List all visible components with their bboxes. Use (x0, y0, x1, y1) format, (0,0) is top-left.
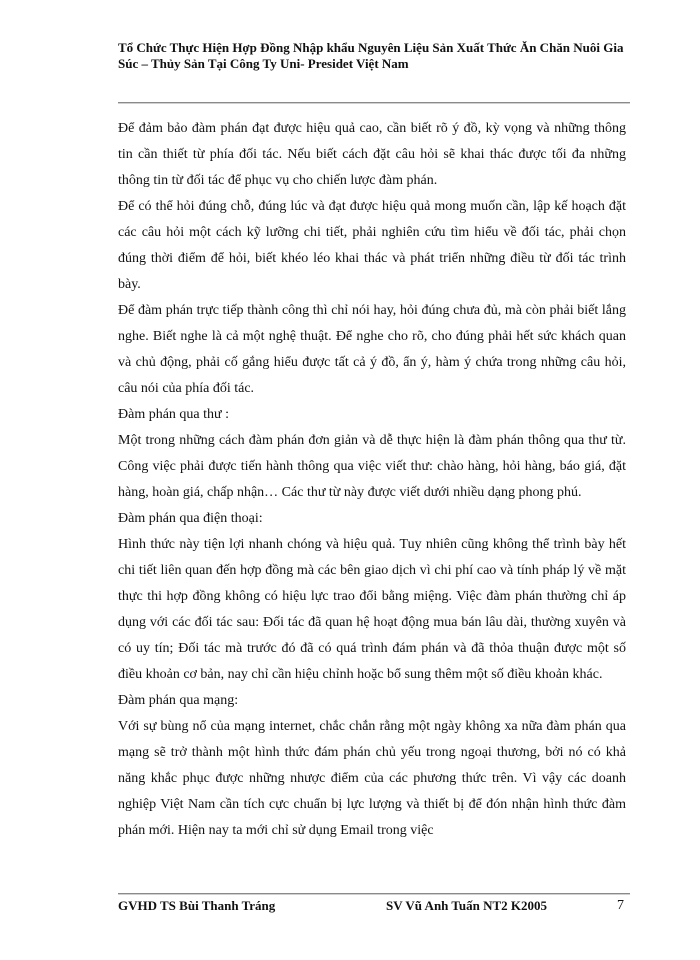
section-heading-internet: Đàm phán qua mạng: (118, 693, 239, 708)
page-footer (118, 897, 630, 915)
body-paragraph: Với sự bùng nổ của mạng internet, chắc chắn rằng một ngày không xa nữa đàm phán qua mạng sẽ trở thành một hình thức đám phán chủ yếu trong ngoại thương, bởi nó có khả năng khắc phục được những nhược điểm của các phương thức trên. Vì vậy các doanh nghiệp Việt Nam cần tích cực chuẩn bị lực lượng và thiết bị để đón nhận hình thức đàm phán mới. Hiện nay ta mới chỉ sử dụng Email trong việc (118, 719, 626, 838)
body-paragraph: Để đảm bảo đàm phán đạt được hiệu quả cao, cần biết rõ ý đồ, kỳ vọng và những thông tin cần thiết từ phía đối tác. Nếu biết cách đặt câu hỏi sẽ khai thác được tối đa những thông tin từ đối tác để phục vụ cho chiến lược đàm phán. (118, 121, 626, 188)
body-paragraph: Để đàm phán trực tiếp thành công thì chỉ nói hay, hỏi đúng chưa đủ, mà còn phải biết lắng nghe. Biết nghe là cả một nghệ thuật. Để nghe cho rõ, cho đúng phải hết sức khách quan và chủ động, phải cố gắng hiểu được tất cả ý đồ, ẩn ý, hàm ý chứa trong những câu hỏi, câu nói của phía đối tác. (118, 303, 626, 396)
footer-rule (118, 893, 630, 894)
document-body (118, 116, 626, 844)
body-paragraph: Một trong những cách đàm phán đơn giản và dễ thực hiện là đàm phán thông qua thư từ. Công việc phải được tiến hành thông qua việc viết thư: chào hàng, hỏi hàng, báo giá, đặt hàng, hoàn giá, chấp nhận… Các thư từ này được viết dưới nhiều dạng phong phú. (118, 433, 626, 500)
body-paragraph: Để có thể hỏi đúng chỗ, đúng lúc và đạt được hiệu quả mong muốn cần, lập kế hoạch đặt các câu hỏi một cách kỹ lưỡng chi tiết, phải nghiên cứu tìm hiểu về đối tác, phải chọn đúng thời điểm để hỏi, biết khéo léo khai thác và phát triển những điều từ đối tác trình bày. (118, 199, 626, 292)
body-paragraph: Hình thức này tiện lợi nhanh chóng và hiệu quả. Tuy nhiên cũng không thể trình bày hết chi tiết liên quan đến hợp đồng mà các bên giao dịch vì chi phí cao và tính pháp lý về mặt thực thi hợp đồng không có hiệu lực trao đổi bằng miệng. Việc đàm phán thường chỉ áp dụng với các đối tác sau: Đối tác đã quan hệ hoạt động mua bán lâu dài, thường xuyên và có uy tín; Đối tác mà trước đó đã có quá trình đám phán và đã thỏa thuận được một số điều khoản cơ bản, nay chỉ cần hiệu chỉnh hoặc bổ sung thêm một số điều khoản khác. (118, 537, 626, 682)
section-heading-letter: Đàm phán qua thư : (118, 407, 230, 422)
section-heading-phone: Đàm phán qua điện thoại: (118, 511, 263, 526)
page-header-title: Tổ Chức Thực Hiện Hợp Đồng Nhập khẩu Nguyên Liệu Sản Xuất Thức Ăn Chăn Nuôi Gia Súc – Thủy Sản Tại Công Ty Uni- Presidet Việt Nam (118, 40, 624, 71)
header-rule (118, 102, 630, 103)
footer-supervisor: GVHD TS Bùi Thanh Tráng (118, 898, 276, 913)
footer-student: SV Vũ Anh Tuấn NT2 K2005 (386, 898, 548, 913)
page-number: 7 (617, 898, 624, 913)
